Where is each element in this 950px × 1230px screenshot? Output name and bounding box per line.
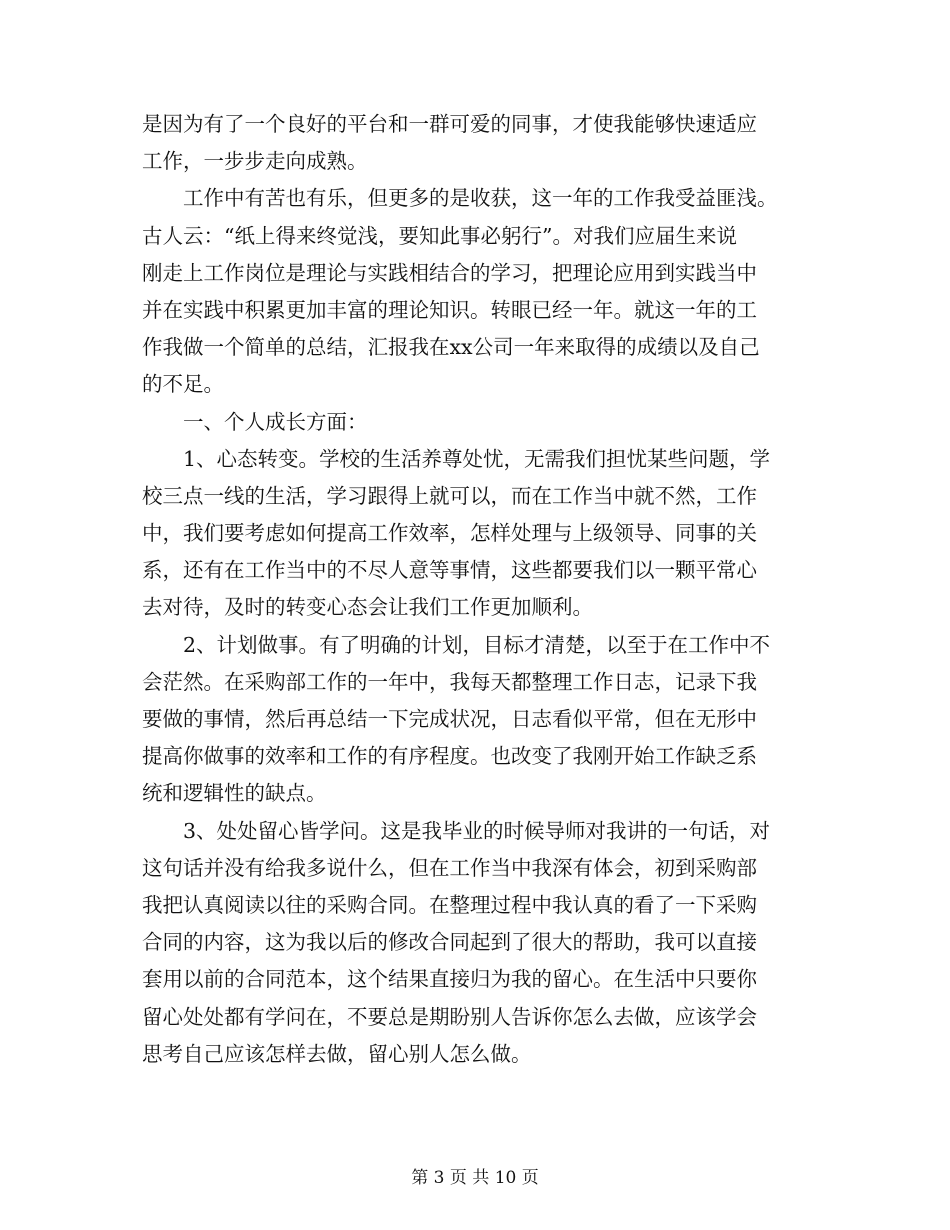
text-line: 统和逻辑性的缺点。 [142, 781, 327, 806]
text-line: 作我做一个简单的总结，汇报我在xx公司一年来取得的成绩以及自己 [142, 335, 760, 360]
text-line: 并在实践中积累更加丰富的理论知识。转眼已经一年。就这一年的工 [142, 297, 757, 322]
text-line: 校三点一线的生活，学习跟得上就可以，而在工作当中就不然，工作 [142, 483, 757, 508]
text-line: 思考自己应该怎样去做，留心别人怎么做。 [142, 1041, 532, 1066]
text-line: 这句话并没有给我多说什么，但在工作当中我深有体会，初到采购部 [142, 855, 757, 880]
body-text [142, 106, 822, 1073]
text-line: 古人云：“纸上得来终觉浅，要知此事必躬行”。对我们应届生来说 [142, 223, 737, 248]
section-heading: 一、个人成长方面： [142, 409, 368, 434]
text-line: 要做的事情，然后再总结一下完成状况，日志看似平常，但在无形中 [142, 707, 757, 731]
text-line: 1、心态转变。学校的生活养尊处忧，无需我们担忧某些问题，学 [142, 446, 771, 471]
text-line: 合同的内容，这为我以后的修改合同起到了很大的帮助，我可以直接 [142, 930, 757, 955]
text-line: 2、计划做事。有了明确的计划，目标才清楚，以至于在工作中不 [142, 632, 771, 657]
text-line: 套用以前的合同范本，这个结果直接归为我的留心。在生活中只要你 [142, 967, 757, 992]
page-number-label: 第 3 页 共 10 页 [411, 1168, 539, 1188]
text-line: 提高你做事的效率和工作的有序程度。也改变了我刚开始工作缺乏系 [142, 744, 757, 769]
text-line: 工作，一步步走向成熟。 [142, 149, 368, 174]
text-line: 的不足。 [142, 372, 224, 397]
text-line: 我把认真阅读以往的采购合同。在整理过程中我认真的看了一下采购 [142, 892, 757, 917]
text-line: 中，我们要考虑如何提高工作效率，怎样处理与上级领导、同事的关 [142, 521, 757, 546]
text-line: 留心处处都有学问在，不要总是期盼别人告诉你怎么去做，应该学会 [142, 1004, 757, 1029]
text-line: 工作中有苦也有乐，但更多的是收获，这一年的工作我受益匪浅。 [142, 186, 778, 211]
text-line: 会茫然。在采购部工作的一年中，我每天都整理工作日志，记录下我 [142, 669, 757, 694]
text-line: 3、处处留心皆学问。这是我毕业的时候导师对我讲的一句话，对 [142, 818, 771, 843]
text-line: 刚走上工作岗位是理论与实践相结合的学习，把理论应用到实践当中 [142, 260, 757, 285]
text-line: 是因为有了一个良好的平台和一群可爱的同事，才使我能够快速适应 [142, 112, 757, 136]
text-line: 去对待，及时的转变心态会让我们工作更加顺利。 [142, 595, 593, 620]
page-footer [0, 1166, 950, 1190]
text-line: 系，还有在工作当中的不尽人意等事情，这些都要我们以一颗平常心 [142, 558, 757, 583]
